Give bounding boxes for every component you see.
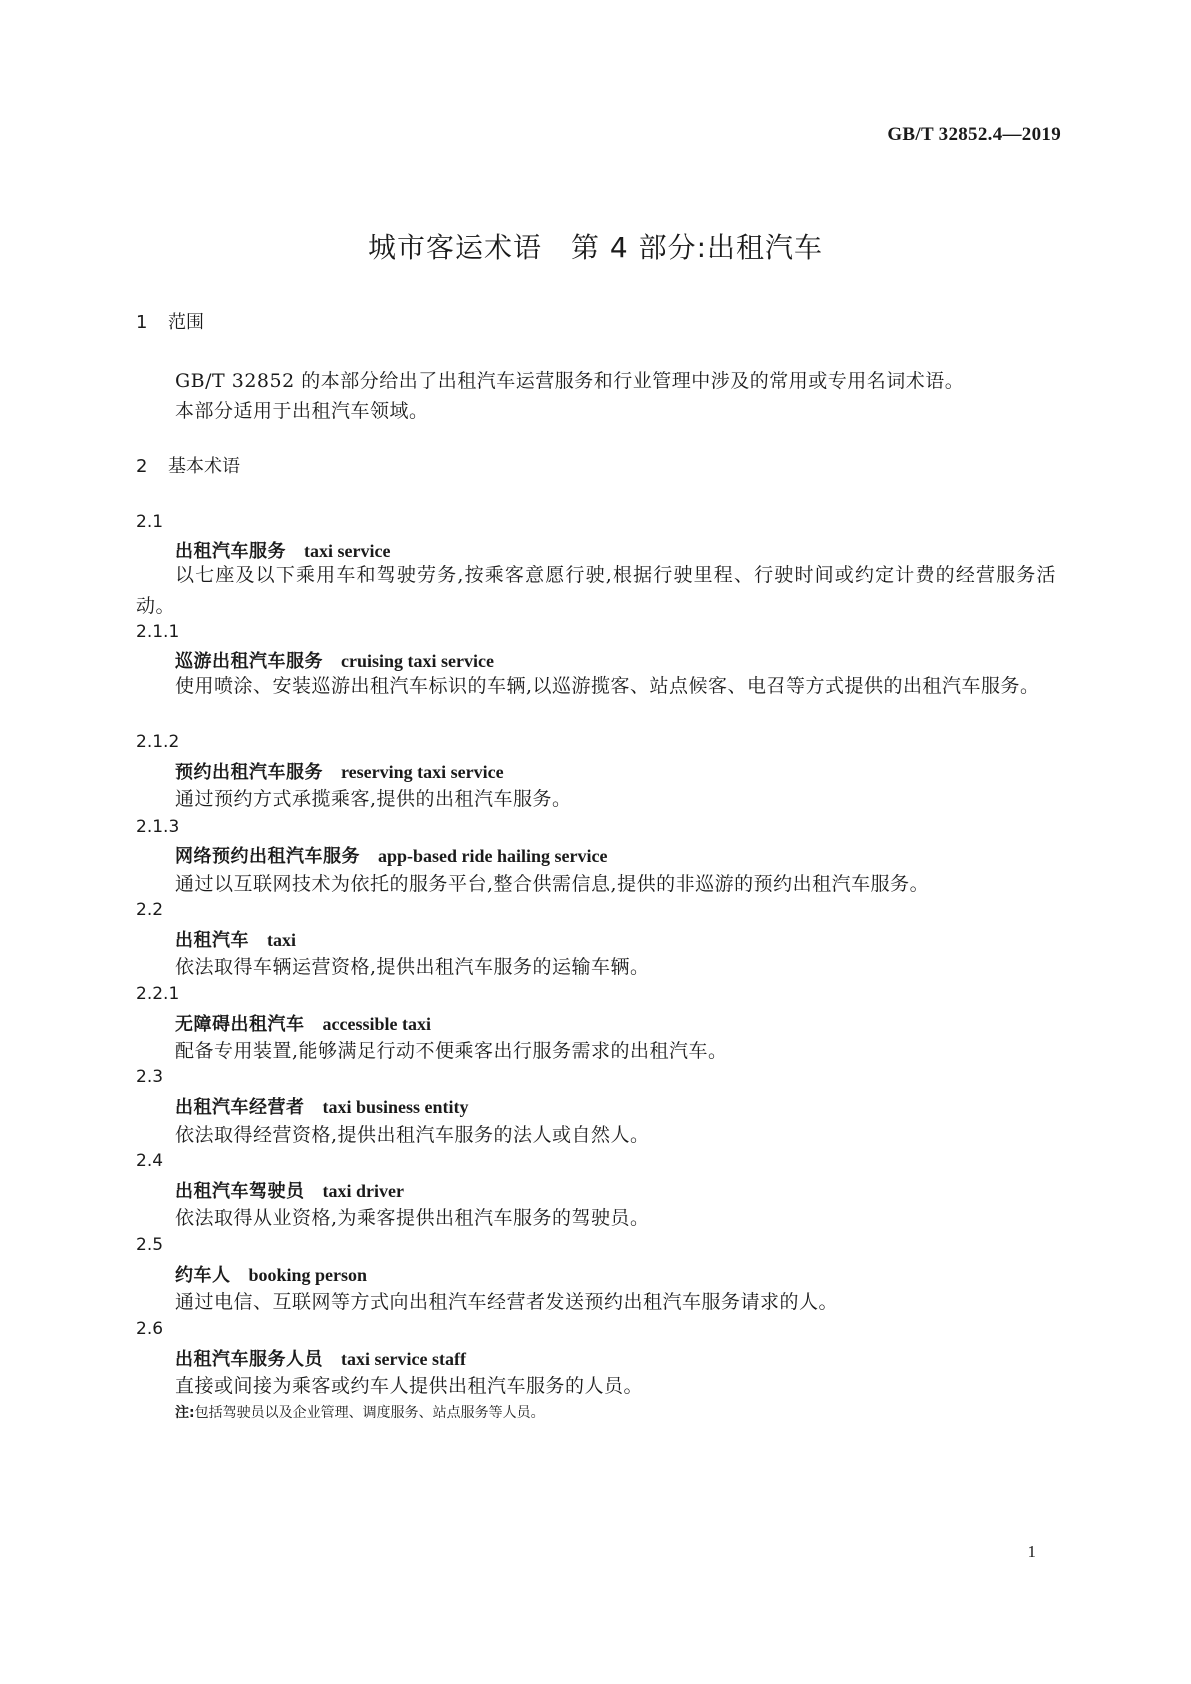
term-english: taxi service staff	[341, 1349, 466, 1369]
term-english: app-based ride hailing service	[378, 846, 608, 866]
term-definition: 以七座及以下乘用车和驾驶劳务,按乘客意愿行驶,根据行驶里程、行驶时间或约定计费的经营服务活动。	[136, 564, 1056, 617]
term-english: accessible taxi	[322, 1014, 431, 1034]
term-number: 2.3	[136, 1067, 164, 1087]
term-entry	[175, 1010, 431, 1036]
term-chinese: 巡游出租汽车服务	[175, 651, 323, 672]
term-entry	[175, 758, 504, 784]
term-definition: 依法取得从业资格,为乘客提供出租汽车服务的驾驶员。	[175, 1207, 650, 1229]
term-chinese: 预约出租汽车服务	[175, 762, 323, 783]
term-english: taxi service	[304, 541, 391, 561]
term-number: 2.4	[136, 1151, 164, 1171]
term-number: 2.6	[136, 1319, 164, 1339]
section-heading-basic-terms	[136, 452, 240, 478]
term-definition: 使用喷涂、安装巡游出租汽车标识的车辆,以巡游揽客、站点候客、电召等方式提供的出租汽车服务。	[175, 675, 1040, 697]
page-number: 1	[1027, 1542, 1036, 1561]
term-chinese: 出租汽车驾驶员	[175, 1181, 305, 1202]
standard-code: GB/T 32852.4—2019	[887, 124, 1061, 145]
term-definition: 通过预约方式承揽乘客,提供的出租汽车服务。	[175, 788, 572, 810]
document-title: 城市客运术语 第 4 部分:出租汽车	[367, 231, 824, 264]
term-entry	[175, 1345, 466, 1371]
scope-paragraph: GB/T 32852 的本部分给出了出租汽车运营服务和行业管理中涉及的常用或专用名词术语。	[175, 370, 965, 392]
term-entry	[175, 842, 608, 868]
term-definition: 直接或间接为乘客或约车人提供出租汽车服务的人员。	[175, 1375, 644, 1397]
term-chinese: 出租汽车	[175, 930, 249, 951]
term-entry	[175, 1093, 469, 1119]
note-label: 注:	[175, 1405, 195, 1421]
term-definition: 依法取得车辆运营资格,提供出租汽车服务的运输车辆。	[175, 956, 650, 978]
term-chinese: 出租汽车服务	[175, 541, 286, 562]
term-definition: 通过以互联网技术为依托的服务平台,整合供需信息,提供的非巡游的预约出租汽车服务。	[175, 873, 930, 895]
section-number: 1	[136, 312, 148, 333]
term-number: 2.1.1	[136, 622, 180, 642]
term-definition: 依法取得经营资格,提供出租汽车服务的法人或自然人。	[175, 1124, 650, 1146]
term-number: 2.2	[136, 900, 164, 920]
term-chinese: 出租汽车服务人员	[175, 1349, 323, 1370]
term-number: 2.1	[136, 512, 164, 532]
term-number: 2.2.1	[136, 984, 180, 1004]
term-number: 2.1.3	[136, 817, 180, 837]
term-entry	[175, 926, 296, 952]
section-heading-scope	[136, 308, 204, 334]
term-note	[175, 1402, 545, 1422]
term-english: taxi	[267, 930, 296, 950]
term-number: 2.1.2	[136, 732, 180, 752]
section-number: 2	[136, 456, 148, 477]
term-english: taxi driver	[322, 1181, 404, 1201]
term-definition: 通过电信、互联网等方式向出租汽车经营者发送预约出租汽车服务请求的人。	[175, 1291, 839, 1313]
term-english: reserving taxi service	[341, 762, 504, 782]
term-english: cruising taxi service	[341, 651, 494, 671]
scope-paragraph: 本部分适用于出租汽车领域。	[175, 400, 429, 422]
term-entry	[175, 647, 494, 673]
section-title: 基本术语	[168, 456, 240, 477]
term-chinese: 约车人	[175, 1265, 231, 1286]
term-chinese: 网络预约出租汽车服务	[175, 846, 360, 867]
section-title: 范围	[168, 312, 204, 333]
term-definition: 配备专用装置,能够满足行动不便乘客出行服务需求的出租汽车。	[175, 1040, 728, 1062]
term-number: 2.5	[136, 1235, 164, 1255]
term-english: taxi business entity	[322, 1097, 469, 1117]
term-chinese: 无障碍出租汽车	[175, 1014, 305, 1035]
term-chinese: 出租汽车经营者	[175, 1097, 305, 1118]
term-entry	[175, 1177, 404, 1203]
term-english: booking person	[248, 1265, 368, 1285]
term-entry	[175, 1261, 367, 1287]
note-text: 包括驾驶员以及企业管理、调度服务、站点服务等人员。	[194, 1405, 545, 1421]
